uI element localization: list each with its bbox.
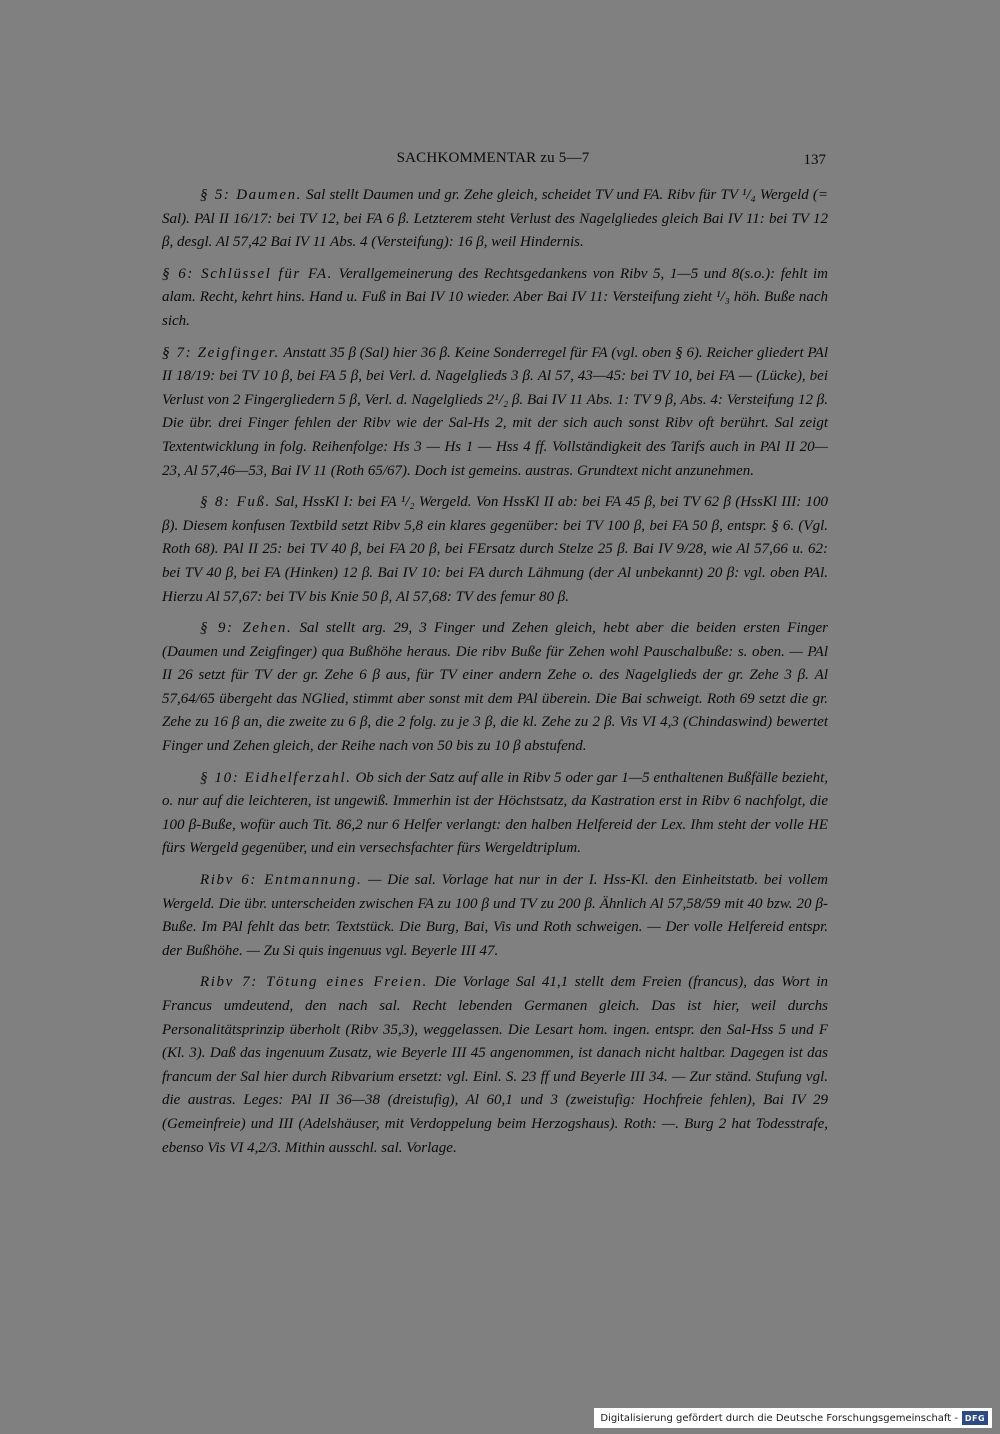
paragraph-section-9 bbox=[162, 617, 828, 759]
paragraph-section-7 bbox=[162, 342, 828, 484]
paragraph-text: Sal stellt arg. 29, 3 Finger und Zehen gleich, hebt aber die beiden ersten Finger (Daumen und Zeigfinger) qua Bußhöhe heraus. Die ribv Buße für Zehen wohl Pauschalbuße: s. oben. — PAl II 26 setzt für TV der gr. Zehe 6 β aus, für TV einer andern Zehe o. des Nagelglieds der gr. Zehe 3 β. Al 57,64/65 übergeht das NGlied, stimmt aber sonst mit dem PAl überein. Die Bai schweigt. Roth 69 setzt die gr. Zehe zu 16 β an, die zweite zu 6 β, die 2 folg. zu je 3 β, die kl. Zehe zu 2 β. Vis VI 4,3 (Chindaswind) bewertet Finger und Zehen gleich, der Reihe nach von 50 bis zu 10 β abstufend. bbox=[162, 620, 828, 755]
page-header bbox=[160, 150, 826, 174]
page-number: 137 bbox=[803, 152, 826, 168]
paragraph-text: Anstatt 35 β (Sal) hier 36 β. Keine Sonderregel für FA (vgl. oben § 6). Reicher gliedert PAl II 18/19: bei TV 10 β, bei FA 5 β, bei Verl. d. Nagelglieds 3 β. Al 57, 43—45: bei TV 10, bei FA — (Lücke), bei Verlust von 2 Fingergliedern 5 β, Verl. d. Nagelglieds 2¹/₂ β. Bai IV 11 Abs. 1: TV 9 β, Abs. 4: Versteifung 12 β. Die übr. drei Finger fehlen der Ribv wie der Sal-Hs 2, mit der sich auch sonst Ribv oft berührt. Sal zeigt Textentwicklung in folg. Reihenfolge: Hs 3 — Hs 1 — Hss 4 ff. Vollständigkeit des Tarifs auch in PAl II 20—23, Al 57,46—53, Bai IV 11 (Roth 65/67). Doch ist gemeins. austras. Grundtext nicht anzunehmen. bbox=[162, 344, 828, 479]
commentary-body bbox=[162, 184, 828, 1168]
paragraph-lead: Ribv 6: Entmannung. bbox=[200, 872, 363, 889]
dfg-logo-icon: DFG bbox=[962, 1411, 988, 1425]
paragraph-text: Sal stellt Daumen und gr. Zehe gleich, scheidet TV und FA. Ribv für TV ¹/₄ Wergeld (= Sal). PAl II 16/17: bei TV 12, bei FA 6 β. Letzterem steht Verlust des Nagelgliedes gleich Bai IV 11: bei TV 12 β, desgl. Al 57,42 Bai IV 11 Abs. 4 (Versteifung): 16 β, weil Hindernis. bbox=[162, 187, 828, 251]
paragraph-section-8 bbox=[162, 491, 828, 609]
paragraph-ribv-6 bbox=[162, 869, 828, 963]
paragraph-lead: § 10: Eidhelferzahl. bbox=[200, 769, 352, 786]
paragraph-text: — Die sal. Vorlage hat nur in der I. Hss-Kl. den Einheitstatb. bei vollem Wergeld. Die übr. unterscheiden zwischen FA zu 100 β und TV zu 200 β. Ähnlich Al 57,58/59 mit 40 bzw. 20 β-Buße. Im PAl fehlt das betr. Textstück. Die Burg, Bai, Vis und Roth schweigen. — Der volle Helfereid entspr. der Bußhöhe. — Zu Si quis ingenuus vgl. Beyerle III 47. bbox=[162, 872, 828, 959]
running-title: SACHKOMMENTAR zu 5—7 bbox=[396, 150, 590, 166]
paragraph-section-5 bbox=[162, 184, 828, 255]
paragraph-text: Sal, HssKl I: bei FA ¹/₂ Wergeld. Von HssKl II ab: bei FA 45 β, bei TV 62 β (HssKl III: 100 β). Diesem konfusen Textbild setzt Ribv 5,8 ein klares gegenüber: bei TV 100 β, bei FA 50 β, entspr. § 6. (Vgl. Roth 68). PAl II 25: bei TV 40 β, bei FA 20 β, bei FErsatz durch Stelze 25 β. Bai IV 9/28, wie Al 57,66 u. 62: bei TV 40 β, bei FA (Hinken) 12 β. Bai IV 10: bei FA durch Lähmung (der Al unbekannt) 20 β: vgl. oben PAl. Hierzu Al 57,67: bei TV bis Knie 50 β, Al 57,68: TV des femur 80 β. bbox=[162, 494, 828, 605]
paragraph-text: Verallgemeinerung des Rechtsgedankens von Ribv 5, 1—5 und 8(s.o.): fehlt im alam. Recht, kehrt hins. Hand u. Fuß in Bai IV 10 wieder. Aber Bai IV 11: Versteifung zieht ¹/₃ höh. Buße nach sich. bbox=[162, 265, 828, 329]
footer-text: Digitalisierung gefördert durch die Deutsche Forschungsgemeinschaft - bbox=[600, 1412, 958, 1424]
funding-footer bbox=[594, 1408, 992, 1428]
paragraph-section-6 bbox=[162, 263, 828, 334]
paragraph-lead: Ribv 7: Tötung eines Freien. bbox=[200, 974, 428, 991]
paragraph-ribv-7 bbox=[162, 971, 828, 1160]
paragraph-lead: § 5: Daumen. bbox=[200, 187, 303, 203]
paragraph-text: Die Vorlage Sal 41,1 stellt dem Freien (francus), das Wort in Francus umdeutend, den nach sal. Recht lebenden Germanen gleich. Das ist hier, weil durchs Personalitätsprinzip überholt (Ribv 35,3), weggelassen. Die Lesart hom. ingen. entspr. den Sal-Hss 5 und F (Kl. 3). Daß das ingenuum Zusatz, wie Beyerle III 45 angenommen, ist danach nicht haltbar. Dagegen ist das francum der Sal hier durch Ribvarium ersetzt: vgl. Einl. S. 23 ff und Beyerle III 34. — Zur ständ. Stufung vgl. die austras. Leges: PAl II 36—38 (dreistufig), Al 60,1 und 3 (zweistufig: Hochfreie fehlen), Bai IV 29 (Gemeinfreie) und III (Adelshäuser, mit Verdoppelung beim Herzogshaus). Roth: —. Burg 2 hat Todesstrafe, ebenso Vis VI 4,2/3. Mithin ausschl. sal. Vorlage. bbox=[162, 974, 828, 1156]
paragraph-section-10 bbox=[162, 767, 828, 861]
paragraph-text: Ob sich der Satz auf alle in Ribv 5 oder gar 1—5 enthaltenen Bußfälle bezieht, o. nur auf die leichteren, ist ungewiß. Immerhin ist der Höchstsatz, da Kastration erst in Ribv 6 nachfolgt, die 100 β-Buße, wofür auch Tit. 86,2 nur 6 Helfer verlangt: den halben Helfereid der Lex. Ihm steht der volle HE fürs Wergeld gegenüber, und ein versechsfachter fürs Wergeldtriplum. bbox=[162, 769, 828, 857]
paragraph-lead: § 7: Zeigfinger. bbox=[162, 344, 280, 361]
paragraph-lead: § 8: Fuß. bbox=[200, 494, 271, 511]
paragraph-lead: § 9: Zehen. bbox=[200, 620, 293, 637]
paragraph-lead: § 6: Schlüssel für FA. bbox=[162, 265, 333, 282]
